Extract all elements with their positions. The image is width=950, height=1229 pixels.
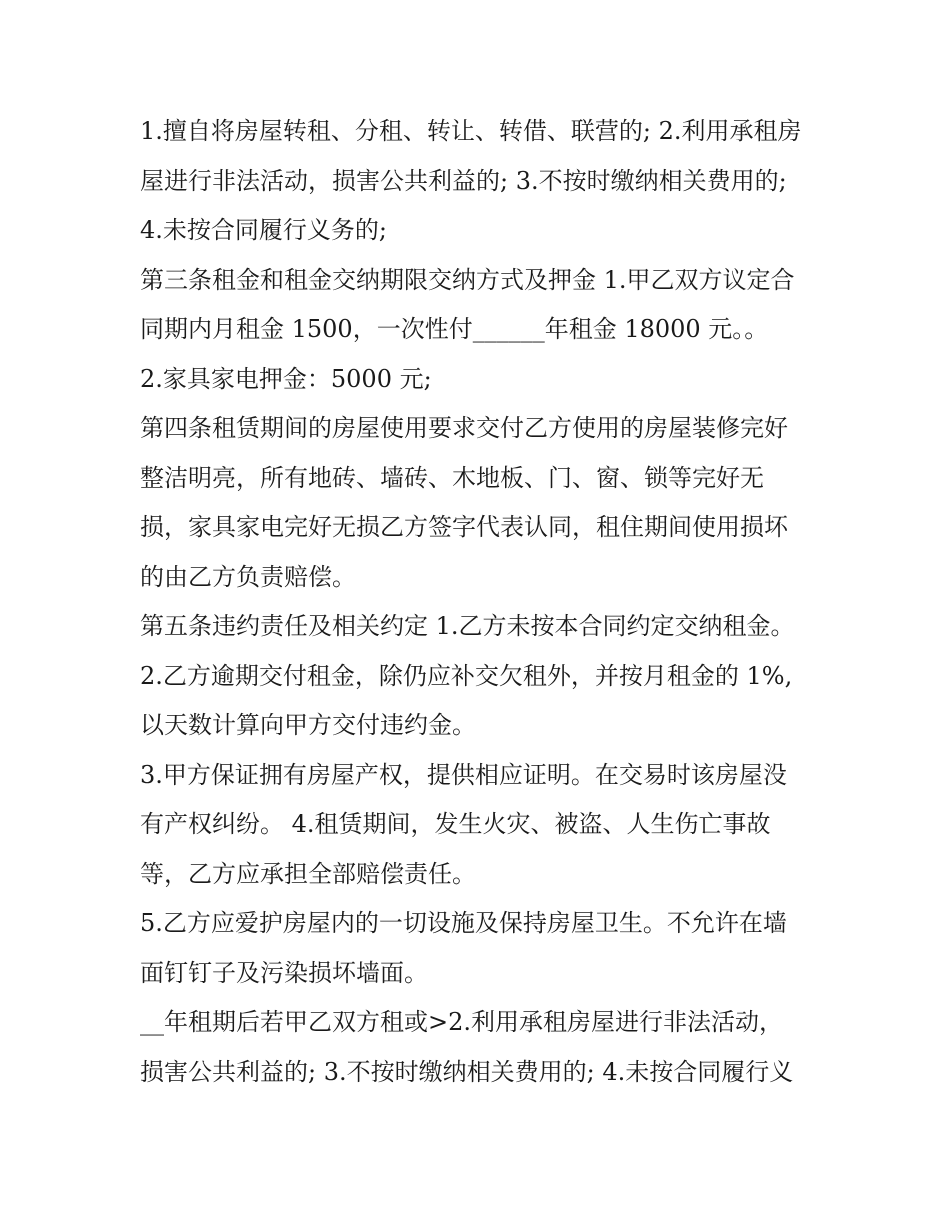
text-line: 的由乙方负责赔偿。 <box>140 562 356 591</box>
text-line: 4.未按合同履行义务的; <box>140 216 387 244</box>
text-line: 第五条违约责任及相关约定 1.乙方未按本合同约定交纳租金。 <box>140 612 795 640</box>
text-line: 5.乙方应爱护房屋内的一切设施及保持房屋卫生。不允许在墙 <box>140 909 787 937</box>
text-line: 3.甲方保证拥有房屋产权，提供相应证明。在交易时该房屋没 <box>140 760 787 789</box>
text-line: 损，家具家电完好无损乙方签字代表认同，租住期间使用损坏 <box>140 513 788 541</box>
text-line: 2.乙方逾期交付租金，除仍应补交欠租外，并按月租金的 1%, <box>140 661 793 690</box>
text-line: 同期内月租金 1500，一次性付______年租金 18000 元。。 <box>140 315 769 343</box>
text-line: 损害公共利益的; 3.不按时缴纳相关费用的; 4.未按合同履行义 <box>140 1057 794 1086</box>
text-line: 面钉钉子及污染损坏墙面。 <box>140 958 428 987</box>
text-line: 第四条租赁期间的房屋使用要求交付乙方使用的房屋装修完好 <box>140 414 788 442</box>
text-line: 屋进行非法活动，损害公共利益的; 3.不按时缴纳相关费用的; <box>140 166 787 195</box>
text-line: 第三条租金和租金交纳期限交纳方式及押金 1.甲乙双方议定合 <box>140 265 795 294</box>
text-line: 有产权纠纷。 4.租赁期间，发生火灾、被盗、人生伤亡事故 <box>140 810 771 838</box>
text-line: __年租期后若甲乙双方租或>2.利用承租房屋进行非法活动， <box>140 1008 784 1036</box>
text-line: 整洁明亮，所有地砖、墙砖、木地板、门、窗、锁等完好无 <box>140 463 764 492</box>
text-line: 2.家具家电押金：5000 元; <box>140 364 432 393</box>
text-line: 等，乙方应承担全部赔偿责任。 <box>140 859 476 888</box>
text-line: 1.擅自将房屋转租、分租、转让、转借、联营的; 2.利用承租房 <box>140 117 802 145</box>
document-body <box>140 107 820 1097</box>
text-line: 以天数计算向甲方交付违约金。 <box>140 711 476 739</box>
